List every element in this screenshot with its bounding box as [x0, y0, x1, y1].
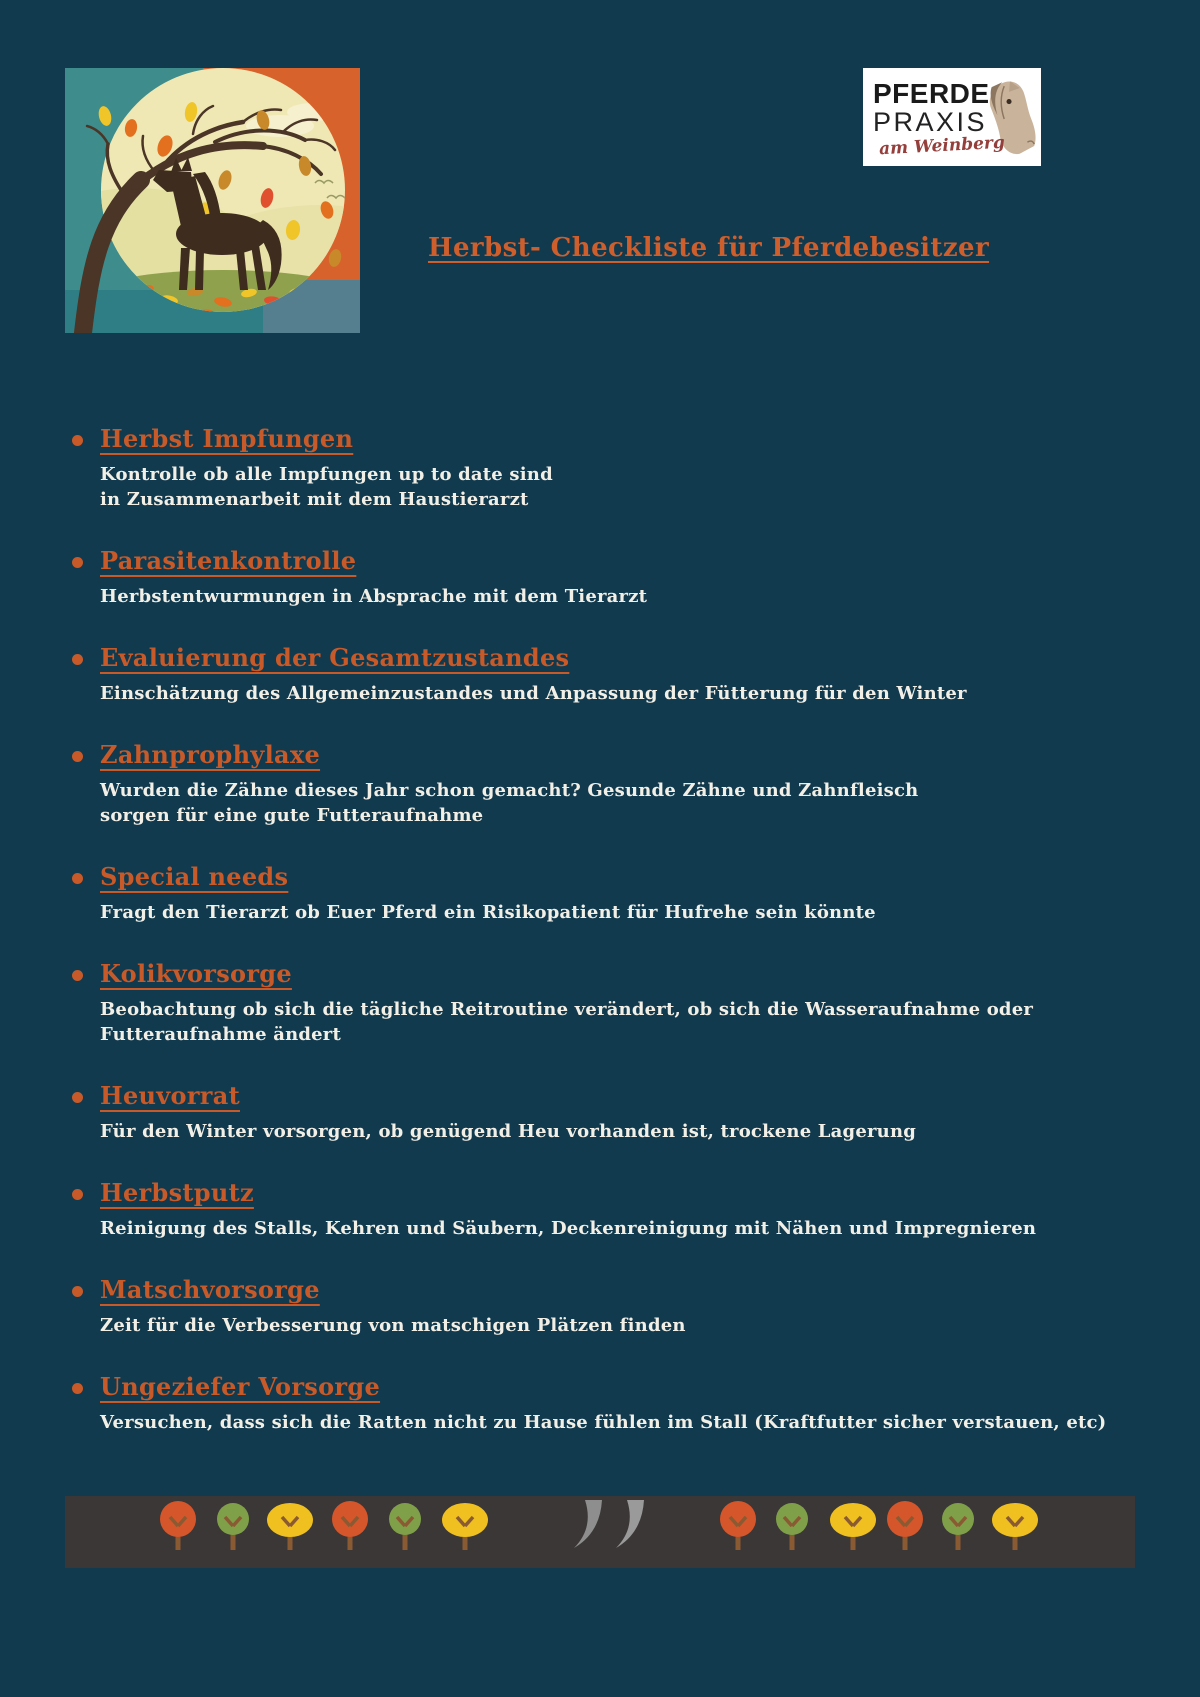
bullet-icon — [72, 873, 83, 884]
item-body-line: Futteraufnahme ändert — [100, 1024, 341, 1045]
tree-icon — [442, 1503, 488, 1550]
tree-icon — [942, 1503, 974, 1550]
item-body-line: Versuchen, dass sich die Ratten nicht zu Hause fühlen im Stall (Kraftfutter sicher verstauen, etc) — [100, 1412, 1107, 1433]
tree-icon — [332, 1501, 368, 1550]
item-heading: Kolikvorsorge — [100, 959, 292, 988]
tree-icon — [776, 1503, 808, 1550]
bullet-icon — [72, 435, 83, 446]
list-item — [72, 643, 1170, 706]
item-body-line: sorgen für eine gute Futteraufnahme — [100, 805, 484, 826]
tree-icon — [720, 1501, 756, 1550]
tree-icon — [887, 1501, 923, 1550]
list-item — [72, 1081, 1170, 1144]
item-heading: Herbst Impfungen — [100, 424, 354, 453]
list-item — [72, 1372, 1170, 1435]
swoosh-icon — [574, 1500, 644, 1548]
logo-word-praxis: PRAXIS — [873, 106, 988, 137]
list-item — [72, 1178, 1170, 1241]
item-body-line: in Zusammenarbeit mit dem Haustierarzt — [100, 489, 529, 510]
bullet-icon — [72, 751, 83, 762]
item-body-line: Fragt den Tierarzt ob Euer Pferd ein Risikopatient für Hufrehe sein könnte — [100, 902, 876, 923]
autumn-trees-footer — [65, 1496, 1135, 1568]
checklist — [72, 424, 1170, 1469]
logo-word-pferde: PFERDE — [873, 77, 990, 109]
item-heading: Matschvorsorge — [100, 1275, 320, 1304]
list-item — [72, 862, 1170, 925]
autumn-scene-icon — [65, 68, 360, 333]
item-heading: Parasitenkontrolle — [100, 546, 357, 575]
list-item — [72, 1275, 1170, 1338]
list-item — [72, 740, 1170, 828]
bullet-icon — [72, 654, 83, 665]
list-item — [72, 959, 1170, 1047]
item-body-line: Kontrolle ob alle Impfungen up to date sind — [100, 464, 553, 485]
tree-icon — [389, 1503, 421, 1550]
item-body-line: Wurden die Zähne dieses Jahr schon gemacht? Gesunde Zähne und Zahnfleisch — [100, 780, 919, 801]
logo-script-am-weinberg: am Weinberg — [878, 132, 1006, 159]
list-item — [72, 546, 1170, 609]
item-body-line: Reinigung des Stalls, Kehren und Säubern, Deckenreinigung mit Nähen und Impregnieren — [100, 1218, 1037, 1239]
item-heading: Heuvorrat — [100, 1081, 240, 1110]
item-body-line: Herbstentwurmungen in Absprache mit dem Tierarzt — [100, 586, 648, 607]
item-body-line: Einschätzung des Allgemeinzustandes und Anpassung der Fütterung für den Winter — [100, 683, 967, 704]
bullet-icon — [72, 970, 83, 981]
item-heading: Herbstputz — [100, 1178, 254, 1207]
item-body-line: Zeit für die Verbesserung von matschigen Plätzen finden — [100, 1315, 686, 1336]
bullet-icon — [72, 1286, 83, 1297]
item-body-line: Für den Winter vorsorgen, ob genügend Heu vorhanden ist, trockene Lagerung — [100, 1121, 917, 1142]
item-heading: Ungeziefer Vorsorge — [100, 1372, 381, 1401]
tree-icon — [267, 1503, 313, 1550]
bullet-icon — [72, 1092, 83, 1103]
autumn-horse-illustration — [65, 68, 360, 333]
tree-icon — [160, 1501, 196, 1550]
item-body-line: Beobachtung ob sich die tägliche Reitroutine verändert, ob sich die Wasseraufnahme oder — [100, 999, 1034, 1020]
footer-trees-icon — [65, 1496, 1135, 1568]
page-title: Herbst- Checkliste für Pferdebesitzer — [428, 233, 990, 263]
tree-icon — [830, 1503, 876, 1550]
item-heading: Zahnprophylaxe — [100, 740, 321, 769]
pferdepraxis-logo — [863, 68, 1041, 166]
tree-icon — [992, 1503, 1038, 1550]
bullet-icon — [72, 1189, 83, 1200]
tree-icon — [217, 1503, 249, 1550]
logo-text — [873, 77, 1006, 159]
list-item — [72, 424, 1170, 512]
bullet-icon — [72, 1383, 83, 1394]
item-heading: Special needs — [100, 862, 289, 891]
item-heading: Evaluierung der Gesamtzustandes — [100, 643, 570, 672]
bullet-icon — [72, 557, 83, 568]
